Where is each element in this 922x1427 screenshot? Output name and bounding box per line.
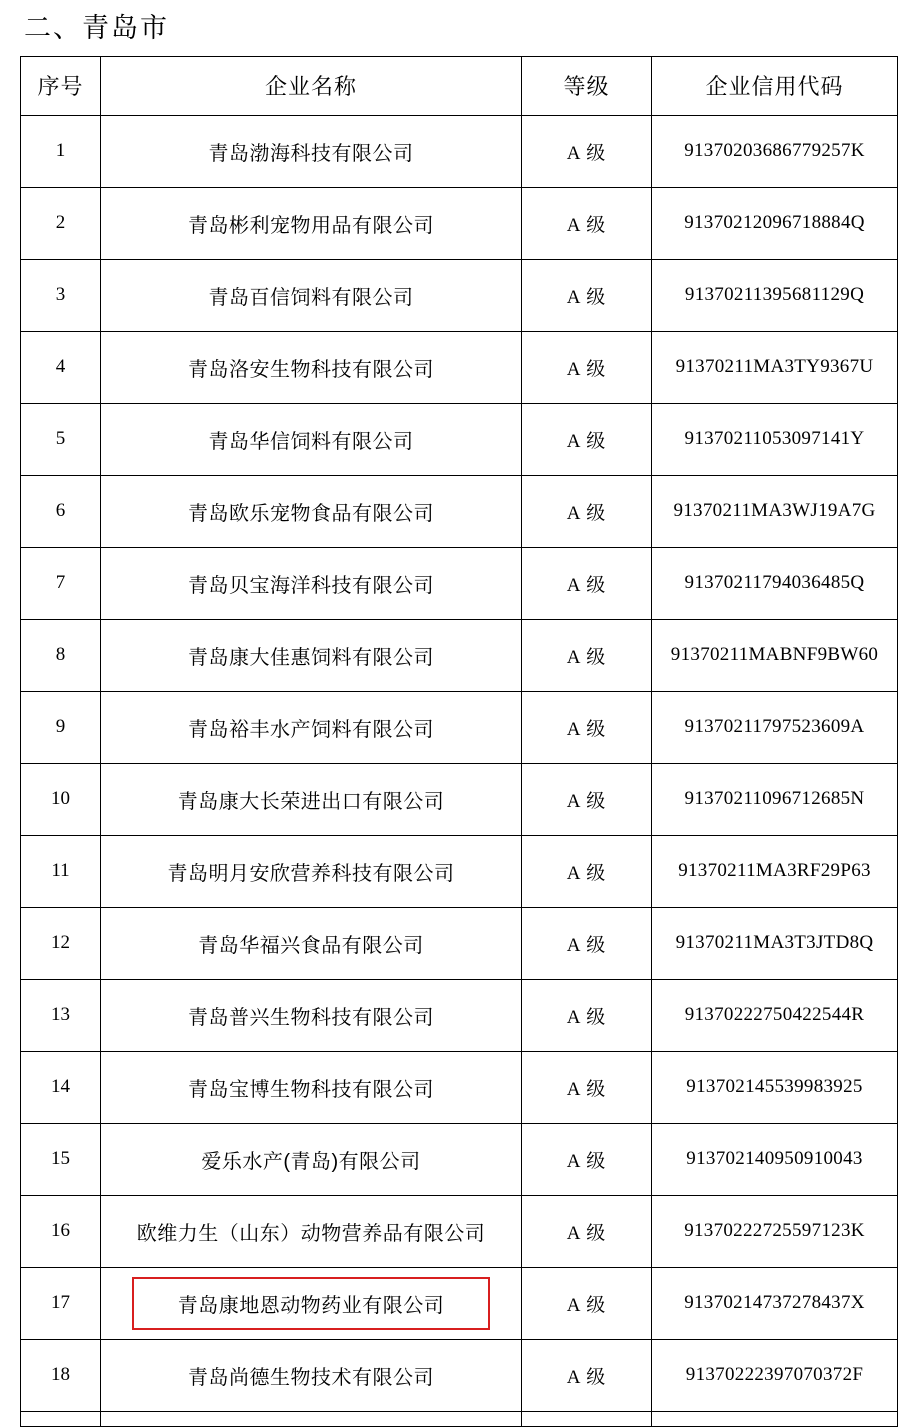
table-row xyxy=(21,763,898,835)
cell-enterprise-name xyxy=(101,331,522,403)
column-header-credit-code: 企业信用代码 xyxy=(652,56,898,115)
cell-credit-code: 91370203686779257K xyxy=(652,115,898,187)
cell-empty xyxy=(21,1411,101,1426)
cell-index: 13 xyxy=(21,979,101,1051)
page-title: 二、青岛市 xyxy=(24,13,169,43)
enterprise-name-text: 青岛华福兴食品有限公司 xyxy=(198,934,424,957)
table-row xyxy=(21,619,898,691)
cell-empty xyxy=(522,1411,652,1426)
enterprise-name-text: 欧维力生（山东）动物营养品有限公司 xyxy=(136,1222,486,1245)
table-row xyxy=(21,979,898,1051)
cell-enterprise-name xyxy=(101,835,522,907)
cell-grade: A 级 xyxy=(522,187,652,259)
cell-enterprise-name xyxy=(101,115,522,187)
cell-credit-code: 91370211MA3TY9367U xyxy=(652,331,898,403)
cell-grade: A 级 xyxy=(522,1339,652,1411)
column-header-name: 企业名称 xyxy=(101,56,522,115)
cell-enterprise-name xyxy=(101,1123,522,1195)
cell-credit-code: 91370222397070372F xyxy=(652,1339,898,1411)
table-row xyxy=(21,835,898,907)
cell-credit-code: 91370211MABNF9BW60 xyxy=(652,619,898,691)
cell-enterprise-name xyxy=(101,403,522,475)
cell-grade: A 级 xyxy=(522,547,652,619)
enterprise-name-text: 青岛明月安欣营养科技有限公司 xyxy=(167,862,455,885)
cell-grade: A 级 xyxy=(522,979,652,1051)
cell-credit-code: 91370211MA3T3JTD8Q xyxy=(652,907,898,979)
cell-enterprise-name xyxy=(101,763,522,835)
cell-grade: A 级 xyxy=(522,475,652,547)
cell-credit-code: 91370211053097141Y xyxy=(652,403,898,475)
cell-empty xyxy=(652,1411,898,1426)
table-header xyxy=(21,56,898,115)
cell-enterprise-name xyxy=(101,1267,522,1339)
enterprise-table xyxy=(20,56,898,1427)
cell-credit-code: 91370211MA3WJ19A7G xyxy=(652,475,898,547)
cell-grade: A 级 xyxy=(522,1195,652,1267)
column-header-grade: 等级 xyxy=(522,56,652,115)
cell-enterprise-name xyxy=(101,1195,522,1267)
cell-credit-code: 91370222725597123K xyxy=(652,1195,898,1267)
column-header-index: 序号 xyxy=(21,56,101,115)
cell-grade: A 级 xyxy=(522,1051,652,1123)
cell-index: 7 xyxy=(21,547,101,619)
cell-index: 15 xyxy=(21,1123,101,1195)
cell-empty xyxy=(101,1411,522,1426)
table-row xyxy=(21,259,898,331)
cell-enterprise-name xyxy=(101,691,522,763)
cell-credit-code: 91370222750422544R xyxy=(652,979,898,1051)
enterprise-name-text: 青岛裕丰水产饲料有限公司 xyxy=(188,718,434,741)
table-row xyxy=(21,1195,898,1267)
enterprise-name-text: 青岛康大长荣进出口有限公司 xyxy=(177,790,445,813)
table-row xyxy=(21,475,898,547)
cell-index: 4 xyxy=(21,331,101,403)
enterprise-name-text: 青岛洛安生物科技有限公司 xyxy=(188,358,434,381)
cell-grade: A 级 xyxy=(522,403,652,475)
cell-grade: A 级 xyxy=(522,907,652,979)
cell-enterprise-name xyxy=(101,619,522,691)
cell-enterprise-name xyxy=(101,259,522,331)
cell-grade: A 级 xyxy=(522,115,652,187)
cell-index: 8 xyxy=(21,619,101,691)
cell-index: 2 xyxy=(21,187,101,259)
cell-index: 14 xyxy=(21,1051,101,1123)
table-row xyxy=(21,331,898,403)
cell-grade: A 级 xyxy=(522,1123,652,1195)
enterprise-name-text: 青岛欧乐宠物食品有限公司 xyxy=(188,502,434,525)
cell-enterprise-name xyxy=(101,1339,522,1411)
enterprise-name-text: 爱乐水产(青岛)有限公司 xyxy=(201,1150,421,1173)
cell-credit-code: 91370212096718884Q xyxy=(652,187,898,259)
table-body xyxy=(21,115,898,1426)
cell-grade: A 级 xyxy=(522,1267,652,1339)
table-row-partial xyxy=(21,1411,898,1426)
table-header-row xyxy=(21,56,898,115)
cell-enterprise-name xyxy=(101,979,522,1051)
cell-index: 9 xyxy=(21,691,101,763)
cell-enterprise-name xyxy=(101,907,522,979)
enterprise-name-text: 青岛普兴生物科技有限公司 xyxy=(188,1006,434,1029)
enterprise-name-text: 青岛华信饲料有限公司 xyxy=(208,430,414,453)
cell-index: 11 xyxy=(21,835,101,907)
table-row xyxy=(21,1051,898,1123)
cell-enterprise-name xyxy=(101,1051,522,1123)
cell-credit-code: 91370211794036485Q xyxy=(652,547,898,619)
cell-credit-code: 91370211MA3RF29P63 xyxy=(652,835,898,907)
table-row xyxy=(21,115,898,187)
enterprise-name-text: 青岛康大佳惠饲料有限公司 xyxy=(188,646,434,669)
cell-index: 16 xyxy=(21,1195,101,1267)
table-row xyxy=(21,403,898,475)
cell-credit-code: 91370214737278437X xyxy=(652,1267,898,1339)
cell-index: 3 xyxy=(21,259,101,331)
cell-credit-code: 913702140950910043 xyxy=(652,1123,898,1195)
table-row xyxy=(21,187,898,259)
cell-grade: A 级 xyxy=(522,835,652,907)
cell-credit-code: 91370211797523609A xyxy=(652,691,898,763)
cell-grade: A 级 xyxy=(522,763,652,835)
cell-index: 5 xyxy=(21,403,101,475)
enterprise-name-text: 青岛宝博生物科技有限公司 xyxy=(188,1078,434,1101)
cell-enterprise-name xyxy=(101,475,522,547)
cell-grade: A 级 xyxy=(522,331,652,403)
enterprise-name-text: 青岛贝宝海洋科技有限公司 xyxy=(188,574,434,597)
table-row xyxy=(21,691,898,763)
enterprise-name-text: 青岛彬利宠物用品有限公司 xyxy=(188,214,434,237)
enterprise-name-text: 青岛百信饲料有限公司 xyxy=(208,286,414,309)
table-row xyxy=(21,1267,898,1339)
cell-index: 12 xyxy=(21,907,101,979)
cell-credit-code: 913702145539983925 xyxy=(652,1051,898,1123)
cell-index: 10 xyxy=(21,763,101,835)
cell-grade: A 级 xyxy=(522,619,652,691)
cell-grade: A 级 xyxy=(522,259,652,331)
cell-index: 17 xyxy=(21,1267,101,1339)
table-row xyxy=(21,907,898,979)
table-row xyxy=(21,1339,898,1411)
cell-credit-code: 91370211395681129Q xyxy=(652,259,898,331)
cell-credit-code: 91370211096712685N xyxy=(652,763,898,835)
cell-enterprise-name xyxy=(101,547,522,619)
enterprise-name-text: 青岛尚德生物技术有限公司 xyxy=(188,1366,434,1389)
table-row xyxy=(21,1123,898,1195)
cell-grade: A 级 xyxy=(522,691,652,763)
cell-index: 1 xyxy=(21,115,101,187)
cell-index: 18 xyxy=(21,1339,101,1411)
cell-index: 6 xyxy=(21,475,101,547)
enterprise-name-text: 青岛渤海科技有限公司 xyxy=(208,142,414,165)
table-row xyxy=(21,547,898,619)
enterprise-name-text: 青岛康地恩动物药业有限公司 xyxy=(132,1277,491,1330)
cell-enterprise-name xyxy=(101,187,522,259)
